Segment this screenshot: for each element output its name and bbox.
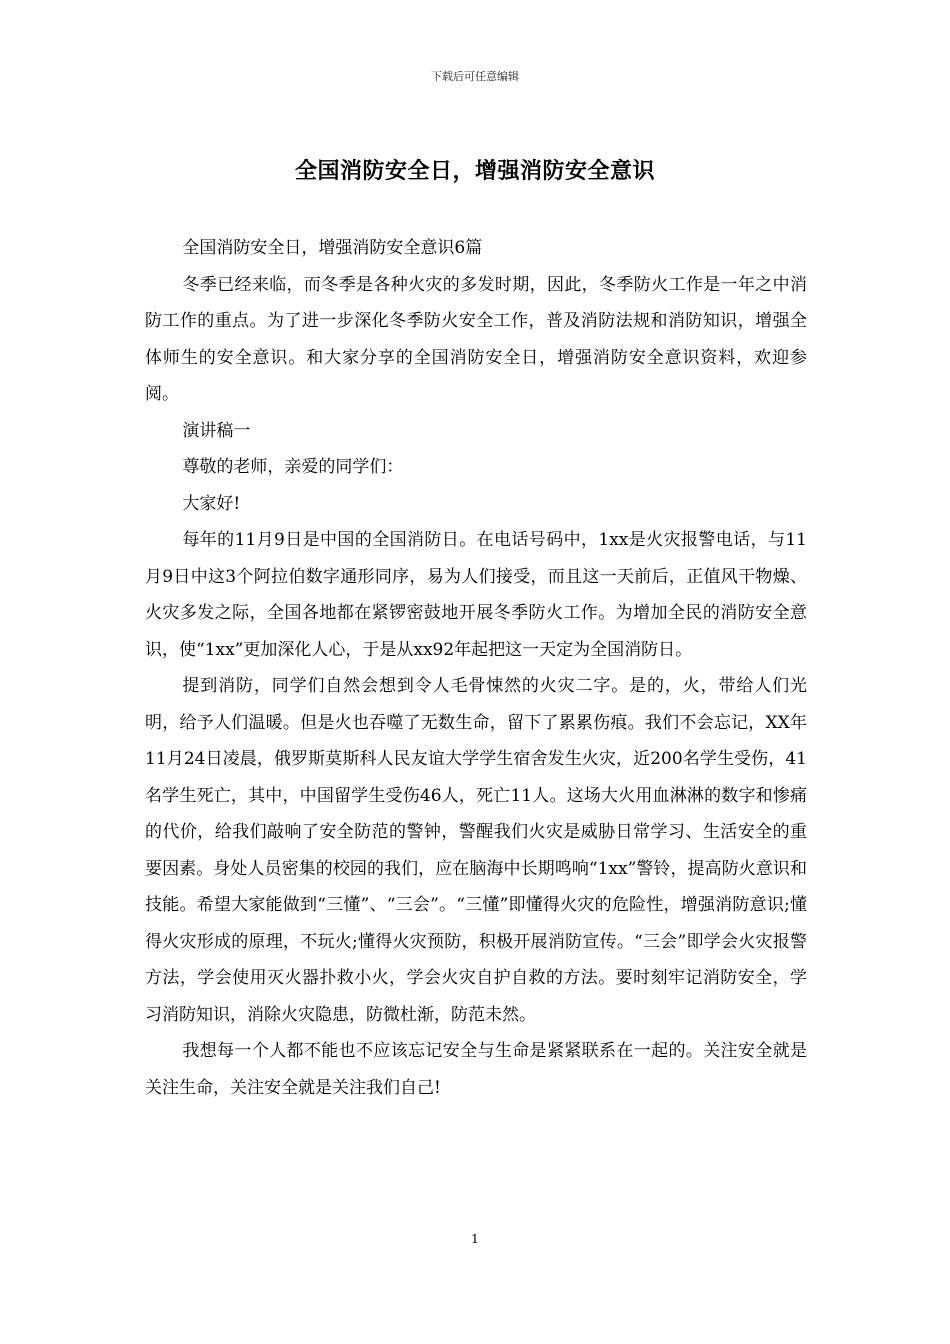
salutation: 尊敬的老师，亲爱的同学们：: [182, 457, 404, 477]
document-title: 全国消防安全日，增强消防安全意识: [294, 158, 655, 184]
body-paragraph: 我想每一个人都不能也不应该忘记安全与生命是紧紧联系在一起的。关注安全就是关注生命，关注安全就是关注我们自己!: [145, 1041, 807, 1098]
intro-paragraph: 冬季已经来临，而冬季是各种火灾的多发时期，因此，冬季防火工作是一年之中消防工作的重点。为了进一步深化冬季防火安全工作，普及消防法规和消防知识，增强全体师生的安全意识。和大家分享的全国消防安全日，增强消防安全意识资料，欢迎参阅。: [145, 274, 807, 404]
document-body: [145, 230, 807, 1106]
section-heading: 演讲稿一: [182, 420, 251, 441]
body-paragraph: 每年的11月9日是中国的全国消防日。在电话号码中，1xx是火灾报警电话，与11月9日中这3个阿拉伯数字通形同序，易为人们接受，而且这一天前后，正值风干物燥、火灾多发之际，全国各地都在紧锣密鼓地开展冬季防火工作。为增加全民的消防安全意识，使“1xx”更加深化人心，于是从xx92年起把这一天定为全国消防日。: [145, 530, 807, 660]
subtitle-paragraph: 全国消防安全日，增强消防安全意识6篇: [182, 238, 483, 258]
greeting: 大家好!: [182, 493, 241, 514]
body-paragraph: 提到消防，同学们自然会想到令人毛骨悚然的火灾二字。是的，火，带给人们光明，给予人们温暖。但是火也吞噬了无数生命，留下了累累伤痕。我们不会忘记，XX年11月24日凌晨，俄罗斯莫斯科人民友谊大学学生宿舍发生火灾，近200名学生受伤，41名学生死亡，其中，中国留学生受伤46人，死亡11人。这场大火用血淋淋的数字和惨痛的代价，给我们敲响了安全防范的警钟，警醒我们火灾是威胁日常学习、生活安全的重要因素。身处人员密集的校园的我们，应在脑海中长期鸣响“1xx”警铃，提高防火意识和技能。希望大家能做到“三懂”、“三会”。“三懂”即懂得火灾的危险性，增强消防意识;懂得火灾形成的原理，不玩火;懂得火灾预防，积极开展消防宣传。“三会”即学会火灾报警方法，学会使用灭火器扑救小火，学会火灾自护自救的方法。要时刻牢记消防安全，学习消防知识，消除火灾隐患，防微杜渐，防范未然。: [145, 676, 807, 1025]
page-number: 1: [471, 1232, 479, 1246]
header-note: 下载后可任意编辑: [431, 70, 519, 83]
